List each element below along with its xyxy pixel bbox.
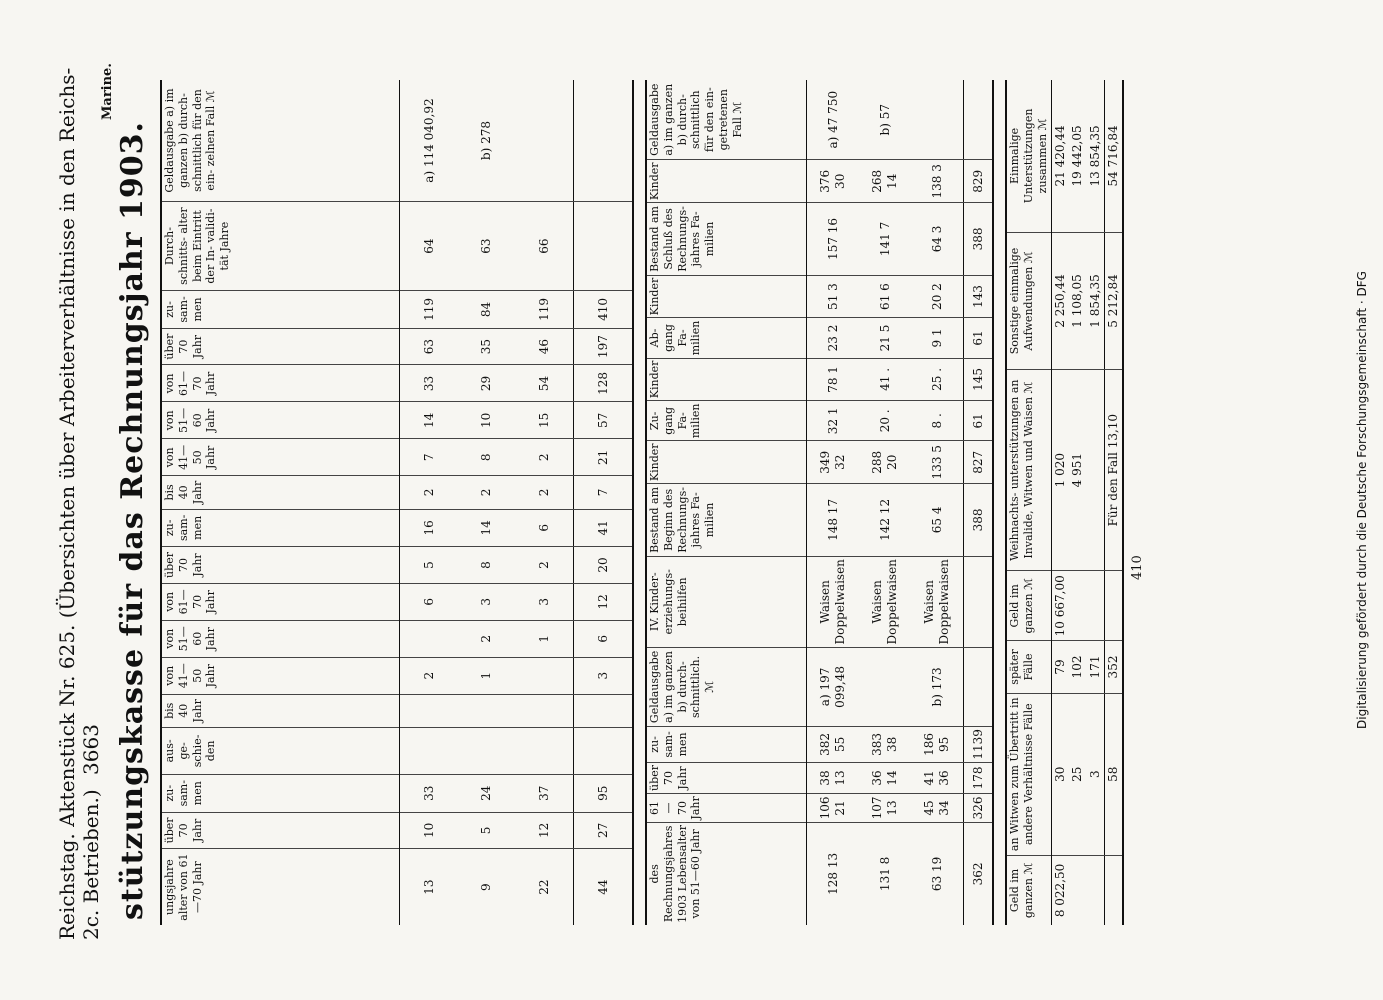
table-cell: 16 [400,509,458,547]
table-cell: 1 [458,657,515,694]
table-row [1069,80,1086,925]
table-row [807,80,860,925]
table-cell: 7 [574,476,632,509]
table-cell: 41 [574,509,632,547]
table-cell: 143 [964,275,992,318]
table-cell: 382 55 [807,726,860,762]
table-cell: 54 716,84 [1104,80,1122,232]
table-cell: b) 173 [911,647,964,726]
column-header: Kinder [647,275,807,318]
column-header: bis 40 Jahr [162,476,400,509]
table-cell: 65 4 [911,484,964,557]
column-header: zu- sam- men [162,774,400,812]
table-cell: 829 [964,160,992,203]
column-header: Geldausgabe a) im ganzen b) durch- schnittlich für den ein- getretenen Fall ℳ [647,80,807,160]
table-cell: 20 [574,547,632,584]
table-cell: 19 442,05 [1070,125,1085,187]
table-cell: 37 [515,774,573,812]
table-row [574,80,632,925]
table-cell: 45 34 [911,794,964,823]
table-cell: 21 420,44 [1053,125,1068,187]
table-cell: 27 [574,812,632,849]
table-cell [515,727,573,774]
table-cell: 119 [515,291,573,329]
table-row [400,80,458,925]
column-header: von 61—70 Jahr [162,583,400,620]
table-cell: 61 [964,318,992,358]
marine-label: Marine. [100,63,115,120]
table-cell: 2 250,44 [1051,232,1069,369]
table-cell: 326 [964,794,992,823]
table-cell [1104,855,1122,925]
table-cell: 7 [400,439,458,476]
table-cell: 46 [515,328,573,365]
middle-table [647,80,992,925]
table-cell: Waisen Doppelwaisen [911,556,964,647]
table-cell: 2 [515,547,573,584]
table-cell [1104,571,1122,641]
table-cell [515,694,573,727]
page-title: stützungskasse für das Rechnungsjahr 1903. [115,121,150,920]
table-cell: 41 36 [911,762,964,793]
table-cell: 268 14 [859,160,911,203]
table-cell [1086,571,1104,641]
column-header: über 70 Jahr [162,328,400,365]
table-cell: 141 7 [859,203,911,276]
table-cell: 57 [574,402,632,439]
table-cell: a) 47 750 [825,90,840,149]
table-cell: 5 [400,547,458,584]
table-cell: 3 [1086,693,1104,855]
table-cell: 79 [1051,641,1069,693]
table-cell: 30 [1051,693,1069,855]
table-cell: b) 278 [479,120,494,161]
table-top [160,80,634,925]
table-cell: 32 1 [807,401,860,441]
table-cell [400,694,458,727]
table-cell: 54 [515,365,573,402]
table-cell: 66 [515,202,573,291]
column-header: zu- sam- men [647,726,807,762]
table-cell [1086,855,1104,925]
table-cell [574,80,632,202]
table-cell [964,80,992,160]
table-cell: 178 [964,762,992,793]
table-row [1051,80,1069,925]
table-cell: 21 [574,439,632,476]
column-header: später Fälle [1007,641,1051,693]
column-header: Bestand am Beginn des Rechnungs- jahres Fa- milien [647,484,807,557]
column-header: Zu- gang Fa- milien [647,401,807,441]
table-middle [645,80,994,925]
table-cell: 20 2 [911,275,964,318]
table-cell: 3 [515,583,573,620]
table-cell: 29 [458,365,515,402]
column-header: von 51—60 Jahr [162,620,400,657]
bottom-table [1007,80,1122,925]
table-cell: 23 2 [807,318,860,358]
table-row [1104,80,1122,925]
table-cell [574,727,632,774]
column-header: von 61—70 Jahr [162,365,400,402]
table-cell: 21 5 [859,318,911,358]
table-cell: 84 [458,291,515,329]
table-cell: 6 [515,509,573,547]
column-header: Geldausgabe a) im ganzen b) durch- schnittlich für den ein- zelnen Fall ℳ [162,80,400,202]
table-cell: 288 20 [859,441,911,484]
column-header: bis 40 Jahr [162,694,400,727]
table-cell [515,657,573,694]
table-cell: 410 [574,291,632,329]
table-cell: 186 95 [911,726,964,762]
table-cell: 376 30 [807,160,860,203]
table-cell: 41 . [859,358,911,401]
table-cell: 362 [964,822,992,925]
table-row [1086,80,1104,925]
column-header: Kinder [647,358,807,401]
page-header [55,60,103,940]
table-cell [400,620,458,657]
table-cell: 5 [458,812,515,849]
table-cell: 131 8 [859,822,911,925]
column-header: Geldausgabe a) im ganzen b) durch- schnittlich. ℳ [647,647,807,726]
table-cell: 51 3 [807,275,860,318]
table-cell: 20 . [859,401,911,441]
column-header: von 41—50 Jahr [162,657,400,694]
table-cell: 10 [458,402,515,439]
table-cell: 197 [574,328,632,365]
table-cell: 128 [574,365,632,402]
table-cell: 5 212,84 [1104,232,1122,369]
table-cell: 2 [458,476,515,509]
table-cell: 388 [964,484,992,557]
table-cell: Waisen Doppelwaisen [807,556,860,647]
column-header: Weihnachts- unterstützungen an Invalide, Witwen und Waisen ℳ [1007,370,1051,571]
table-cell: 2 [515,439,573,476]
table-cell: 128 13 [807,822,860,925]
table-cell [400,727,458,774]
table-cell: 1 [515,620,573,657]
table-row [859,80,911,925]
table-cell: 33 [400,774,458,812]
digitization-note: Digitalisierung gefördert durch die Deutsche Forschungsgemeinschaft · DFG [1355,271,1369,729]
table-cell: 63 19 [911,822,964,925]
table-cell: 157 16 [807,203,860,276]
table-cell: 1 020 [1051,370,1069,571]
table-cell: 63 [400,328,458,365]
table-cell [574,202,632,291]
table-cell: 78 1 [807,358,860,401]
table-cell: 64 [400,202,458,291]
column-header: Durch- schnitts- alter beim Eintritt der In- validi- tät Jahre [162,202,400,291]
table-cell [458,727,515,774]
table-cell: 142 12 [859,484,911,557]
column-header: über 70 Jahr [162,812,400,849]
table-cell: 1 854,35 [1086,232,1104,369]
column-header: von 41—50 Jahr [162,439,400,476]
column-header: an Witwen zum Übertritt in andere Verhältnisse Fälle [1007,693,1051,855]
header-row [647,80,807,925]
table-cell: 3 [458,583,515,620]
table-cell [1069,571,1086,641]
table-cell: 14 [400,402,458,439]
table-cell: 102 [1069,641,1086,693]
table-bottom [1005,80,1124,925]
table-cell: 44 [574,849,632,925]
column-header: Kinder [647,441,807,484]
column-header: über 70 Jahr [162,547,400,584]
table-cell: 2 [458,620,515,657]
table-cell [515,80,573,202]
column-header: über 70 Jahr [647,762,807,793]
table-cell: 106 21 [807,794,860,823]
table-cell: 61 [964,401,992,441]
table-cell: a) 197 099,48 [807,647,860,726]
table-cell: 10 [400,812,458,849]
table-cell: 95 [574,774,632,812]
table-cell: 388 [964,203,992,276]
column-header: aus- ge- schie- den [162,727,400,774]
table-cell: 8 [458,439,515,476]
column-header: IV. Kinder- erziehungs- beihilfen [647,556,807,647]
header-row [1007,80,1051,925]
table-cell: 119 [400,291,458,329]
table-cell: 107 13 [859,794,911,823]
column-header: zu- sam- men [162,509,400,547]
table-cell [1069,855,1086,925]
table-row [515,80,573,925]
table-cell: 2 [400,476,458,509]
table-cell: 2 [400,657,458,694]
table-cell: 25 . [911,358,964,401]
table-cell [964,556,992,647]
table-cell: 6 [400,583,458,620]
table-row [458,80,515,925]
table-cell: 63 [458,202,515,291]
table-cell: 35 [458,328,515,365]
table-cell: 349 32 [807,441,860,484]
table-cell: 9 [458,849,515,925]
table-cell: 6 [574,620,632,657]
table-cell: 24 [458,774,515,812]
table-cell: 1139 [964,726,992,762]
table-cell: 14 [458,509,515,547]
table-cell: 4 951 [1069,370,1086,571]
table-row [964,80,992,925]
table-cell [458,694,515,727]
table-cell: 25 [1069,693,1086,855]
column-header: Kinder [647,160,807,203]
table-cell [911,80,964,160]
table-cell: 64 3 [911,203,964,276]
table-cell: 12 [574,583,632,620]
table-cell [859,647,911,726]
table-cell: 145 [964,358,992,401]
table-cell: a) 114 040,92 [421,98,436,183]
top-table [162,80,632,925]
column-header: Sonstige einmalige Aufwendungen ℳ [1007,232,1051,369]
table-cell: 58 [1104,693,1122,855]
column-header: zu- sam- men [162,291,400,329]
page-number: 3663 [79,724,103,775]
column-header: Einmalige Unterstützungen zusammen ℳ [1007,80,1051,232]
table-cell: 13 [400,849,458,925]
table-cell: 1 108,05 [1069,232,1086,369]
table-cell: 33 [400,365,458,402]
table-cell: 133 5 [911,441,964,484]
table-cell: 8 022,50 [1051,855,1069,925]
table-cell: 8 [458,547,515,584]
table-row [911,80,964,925]
table-cell: 13 854,35 [1087,125,1102,187]
table-cell: 171 [1086,641,1104,693]
table-cell: 15 [515,402,573,439]
table-cell [1086,370,1104,571]
column-header: 61—70 Jahr [647,794,807,823]
table-cell: 383 38 [859,726,911,762]
column-header: Geld im ganzen ℳ [1007,855,1051,925]
column-header: Bestand am Schluß des Rechnungs- jahres Fa- milien [647,203,807,276]
table-cell: 138 3 [911,160,964,203]
table-cell: Waisen Doppelwaisen [859,556,911,647]
table-cell: 61 6 [859,275,911,318]
table-cell: 22 [515,849,573,925]
table-cell: 3 [574,657,632,694]
table-cell: 38 13 [807,762,860,793]
table-cell [964,647,992,726]
column-header: des Rechnungsjahres 1903 Lebensalter von 51—60 Jahr [647,822,807,925]
table-cell: 36 14 [859,762,911,793]
table-cell [574,694,632,727]
table-cell: 352 [1104,641,1122,693]
column-header: von 51—60 Jahr [162,402,400,439]
witwen-total: 410 [1130,555,1145,580]
header-line: Reichstag. Aktenstück Nr. 625. (Übersichten über Arbeiterverhältnisse in den Reichs- 2c. Betrieben.) [55,67,103,940]
table-cell: 827 [964,441,992,484]
table-cell: Für den Fall 13,10 [1104,370,1122,571]
header-row [162,80,400,925]
table-cell: 148 17 [807,484,860,557]
table-cell: 8 . [911,401,964,441]
table-cell: 10 667,00 [1051,571,1069,641]
table-cell: 12 [515,812,573,849]
column-header: Geld im ganzen ℳ [1007,571,1051,641]
table-cell: 9 1 [911,318,964,358]
column-header: ungsjahre alter von 61—70 Jahr [162,849,400,925]
table-cell: b) 57 [877,104,892,136]
table-cell: 2 [515,476,573,509]
column-header: Ab- gang Fa- milien [647,318,807,358]
